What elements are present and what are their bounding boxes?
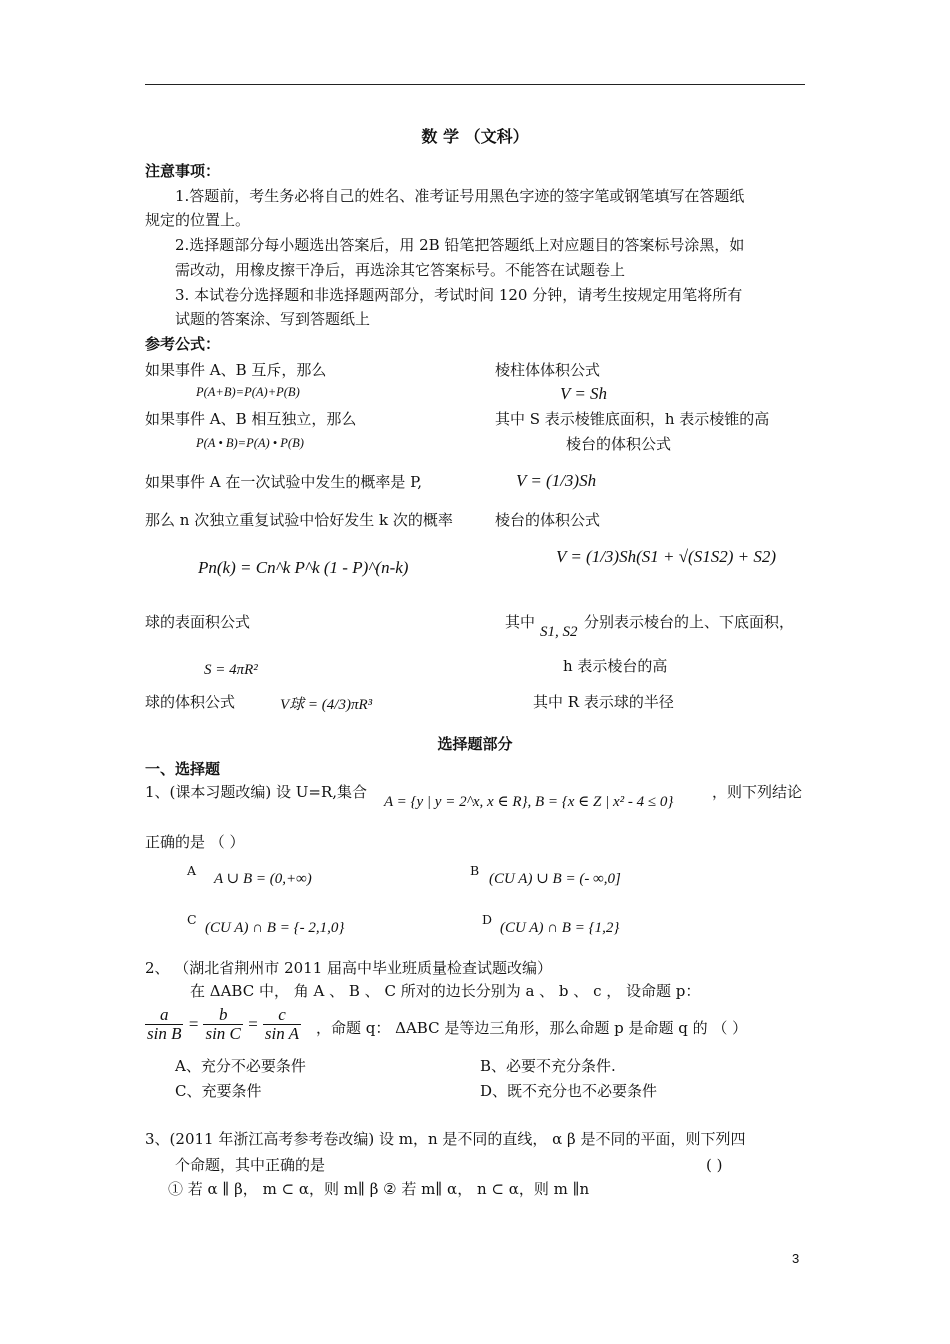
frustum-note-line-2: h 表示棱台的高 xyxy=(563,657,668,675)
notice-item-1-line-2: 规定的位置上。 xyxy=(145,211,251,229)
independent-text: 如果事件 A、B 相互独立，那么 xyxy=(145,410,357,428)
notice-item-3-line-1: 3. 本试卷分选择题和非选择题两部分，考试时间 120 分钟，请考生按规定用笔将所有 xyxy=(175,286,743,304)
q1-stem-end: ，则下列结论 xyxy=(712,783,803,801)
q1-sets: A = {y | y = 2^x, x ∈ R}, B = {x ∈ Z | x² - 4 ≤ 0} xyxy=(384,794,674,810)
frustum-text: 棱台的体积公式 xyxy=(495,511,601,529)
notice-item-3-line-2: 试题的答案涂、写到答题纸上 xyxy=(175,310,371,328)
frustum-formula: V = (1/3)Sh(S1 + √(S1S2) + S2) xyxy=(556,547,777,566)
prism-formula: V = Sh xyxy=(560,384,608,403)
q3-line-2: 个命题，其中正确的是 xyxy=(175,1156,326,1174)
header-rule xyxy=(145,84,805,85)
notice-heading: 注意事项： xyxy=(145,162,221,180)
sphere-area-text: 球的表面积公式 xyxy=(145,613,251,631)
section-title: 选择题部分 xyxy=(437,735,513,753)
q1-stem: 1、(课本习题改编) 设 U=R,集合 xyxy=(145,783,368,801)
probability-text: 如果事件 A 在一次试验中发生的概率是 P, xyxy=(145,473,422,491)
notice-item-1-line-1: 1.答题前，考生务必将自己的姓名、准考证号用黑色字迹的签字笔或钢笔填写在答题纸 xyxy=(175,187,745,205)
q3-line-3: ① 若 α ∥ β， m ⊂ α，则 m∥ β ② 若 m∥ α， n ⊂ α，则 m ∥n xyxy=(168,1180,590,1198)
formulas-heading: 参考公式： xyxy=(145,335,221,353)
q1-option-a: A ∪ B = (0,+∞) xyxy=(214,871,312,887)
q1-option-c: (CU A) ∩ B = {- 2,1,0} xyxy=(205,920,345,936)
binomial-formula: Pn(k) = Cn^k P^k (1 - P)^(n-k) xyxy=(198,558,409,577)
q1-option-c-label: C xyxy=(187,912,197,927)
pyramid-text: 棱台的体积公式 xyxy=(566,435,672,453)
sphere-volume-formula: V球 = (4/3)πR³ xyxy=(280,697,373,713)
prism-note: 其中 S 表示棱锥底面积，h 表示棱锥的高 xyxy=(495,410,770,428)
sphere-area-formula: S = 4πR² xyxy=(204,662,258,678)
q1-option-d: (CU A) ∩ B = {1,2} xyxy=(500,920,620,936)
q2-option-d: D、既不充分也不必要条件 xyxy=(480,1082,658,1100)
pyramid-formula: V = (1/3)Sh xyxy=(516,471,597,490)
frustum-note-vars: S1, S2 xyxy=(540,624,578,640)
independent-formula: P(A • B)=P(A) • P(B) xyxy=(196,436,304,450)
page-number: 3 xyxy=(792,1251,800,1266)
q3-line-1: 3、(2011 年浙江高考参考卷改编) 设 m，n 是不同的直线， α β 是不同的平面，则下列四 xyxy=(145,1130,746,1148)
q2-line-2: 在 ΔABC 中， 角 A 、 B 、 C 所对的边长分别为 a 、 b 、 c ， 设命题 p： xyxy=(190,982,701,1000)
mutex-formula: P(A+B)=P(A)+P(B) xyxy=(196,385,300,399)
q1-line-2: 正确的是 （ ） xyxy=(145,833,245,851)
notice-item-2-line-1: 2.选择题部分每小题选出答案后，用 2B 铅笔把答题纸上对应题目的答案标号涂黑，如 xyxy=(175,236,745,254)
notice-item-2-line-2: 需改动，用橡皮擦干净后，再选涂其它答案标号。不能答在试题卷上 xyxy=(175,261,626,279)
radius-note: 其中 R 表示球的半径 xyxy=(533,693,674,711)
prism-text: 棱柱体体积公式 xyxy=(495,361,601,379)
page-title: 数 学 （文科） xyxy=(421,127,529,146)
q2-option-a: A、充分不必要条件 xyxy=(175,1057,306,1075)
frustum-note-suffix: 分别表示棱台的上、下底面积， xyxy=(584,613,795,631)
mutex-text: 如果事件 A、B 互斥，那么 xyxy=(145,361,327,379)
q1-option-d-label: D xyxy=(482,912,493,927)
repeat-trial-text: 那么 n 次独立重复试验中恰好发生 k 次的概率 xyxy=(145,511,453,529)
q2-condition-end: ，命题 q： ΔABC 是等边三角形，那么命题 p 是命题 q 的 （ ） xyxy=(316,1019,748,1037)
part-heading: 一、选择题 xyxy=(145,760,221,778)
q3-answer-paren: ( ) xyxy=(706,1156,723,1174)
q2-option-c: C、充要条件 xyxy=(175,1082,262,1100)
q1-option-a-label: A xyxy=(187,863,197,878)
q2-line-1: 2、 （湖北省荆州市 2011 届高中毕业班质量检查试题改编） xyxy=(145,959,553,977)
frustum-note-prefix: 其中 xyxy=(505,613,536,631)
sphere-volume-text: 球的体积公式 xyxy=(145,693,236,711)
q2-option-b: B、必要不充分条件. xyxy=(480,1057,616,1075)
q1-option-b-label: B xyxy=(470,863,480,878)
q1-option-b: (CU A) ∪ B = (- ∞,0] xyxy=(489,871,621,887)
q2-condition-fractions: $\frac{a}{\text{sin B}}$ = $\frac{b}{\text{sin C}}$ = $\frac{c}{\text{sin A}}$ xyxy=(147,1005,300,1043)
